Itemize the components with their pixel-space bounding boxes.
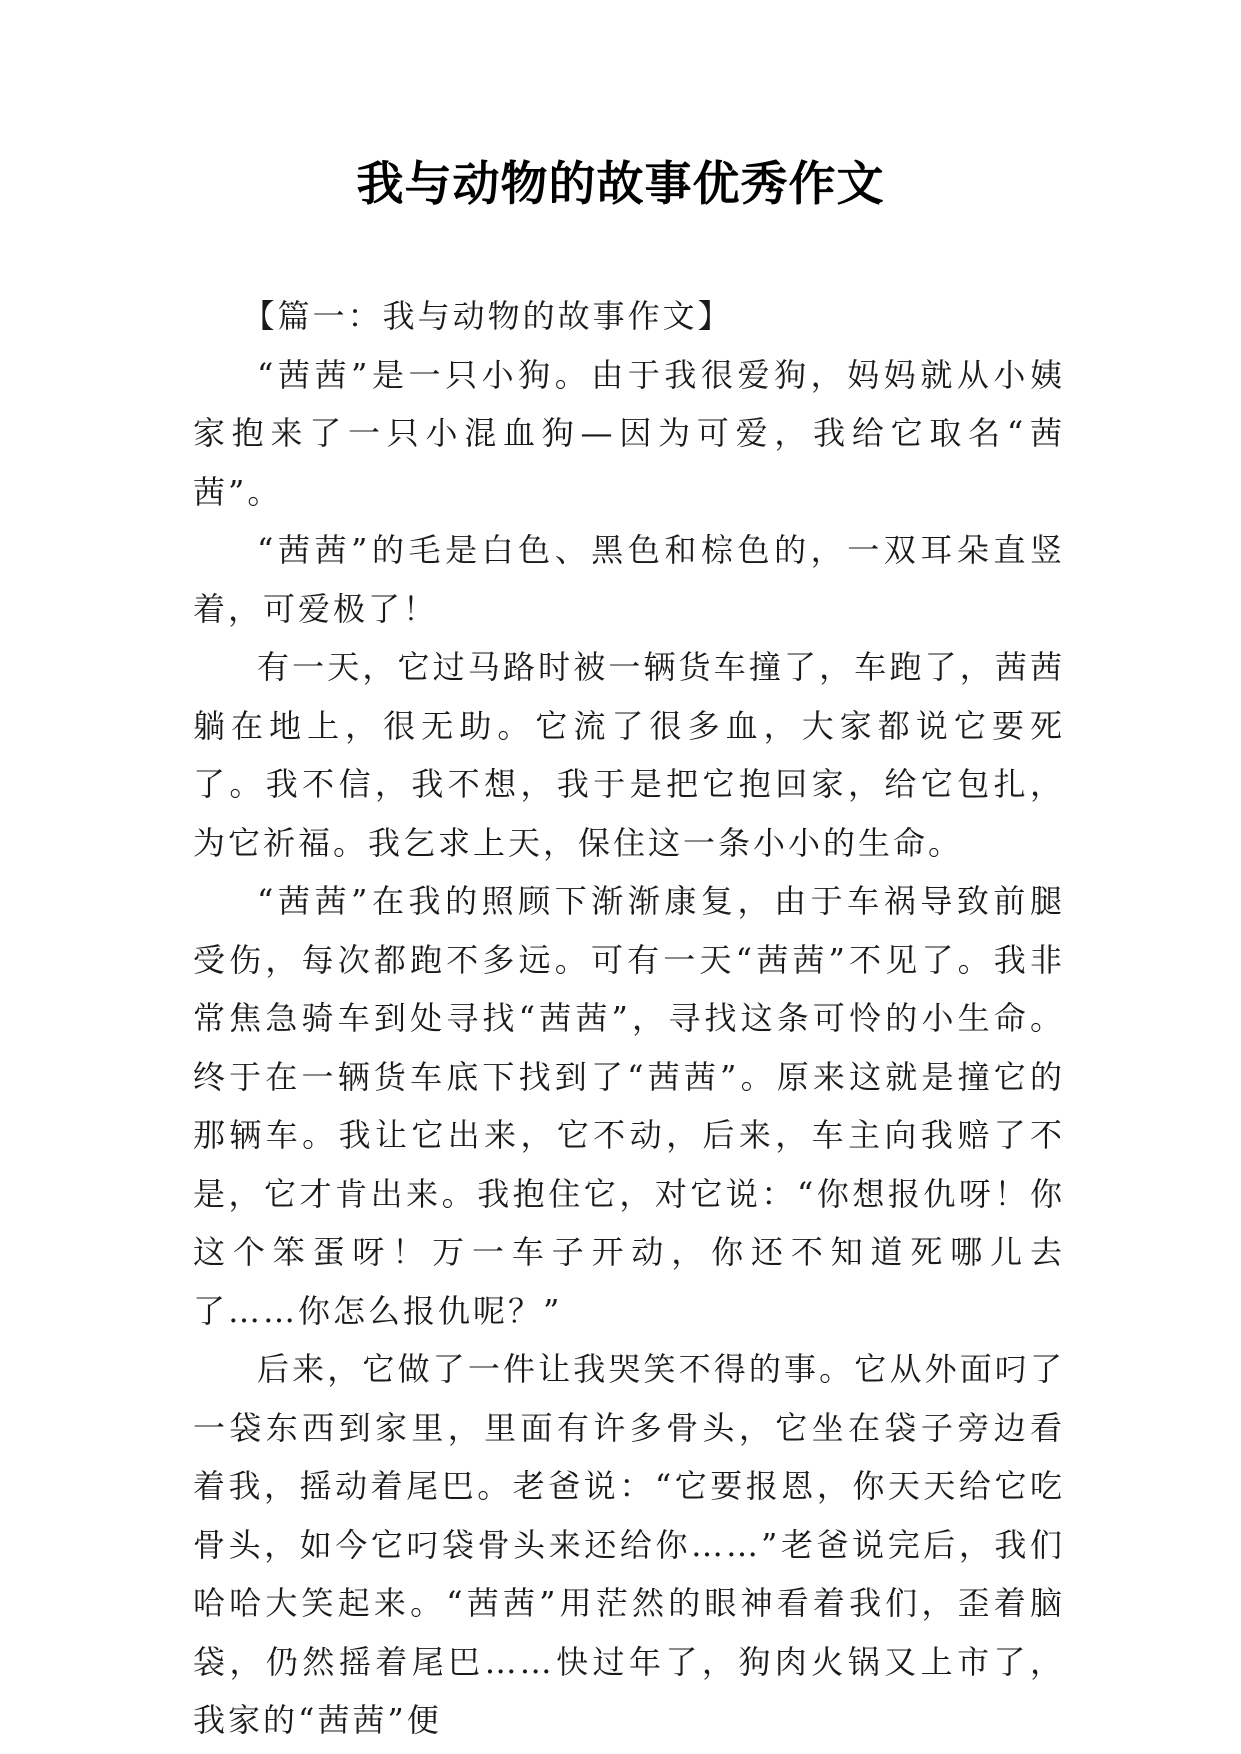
document-title: 我与动物的故事优秀作文 <box>356 157 885 212</box>
section-heading: 【篇一：我与动物的故事作文】 <box>242 297 733 335</box>
paragraph: 后来，它做了一件让我哭笑不得的事。它从外面叼了一袋东西到家里，里面有许多骨头，它坐在袋子旁边看着我，摇动着尾巴。老爸说：“它要报恩，你天天给它吃骨头，如今它叼袋骨头来还给你……”老爸说完后，我们哈哈大笑起来。“茜茜”用茫然的眼神看着我们，歪着脑袋，仍然摇着尾巴……快过年了，狗肉火锅又上市了，我家的“茜茜”便 <box>193 1350 1065 1739</box>
paragraph: “茜茜”是一只小狗。由于我很爱狗，妈妈就从小姨家抱来了一只小混血狗—因为可爱，我给它取名“茜茜”。 <box>193 355 1065 511</box>
document-body <box>193 287 1065 1750</box>
paragraph: “茜茜”在我的照顾下渐渐康复，由于车祸导致前腿受伤，每次都跑不多远。可有一天“茜茜”不见了。我非常焦急骑车到处寻找“茜茜”，寻找这条可怜的小生命。终于在一辆货车底下找到了“茜茜”。原来这就是撞它的那辆车。我让它出来，它不动，后来，车主向我赔了不是，它才肯出来。我抱住它，对它说：“你想报仇呀！你这个笨蛋呀！万一车子开动，你还不知道死哪儿去了……你怎么报仇呢？” <box>193 882 1065 1330</box>
paragraph: 有一天，它过马路时被一辆货车撞了，车跑了，茜茜躺在地上，很无助。它流了很多血，大家都说它要死了。我不信，我不想，我于是把它抱回家，给它包扎，为它祈福。我乞求上天，保住这一条小小的生命。 <box>193 648 1065 862</box>
paragraph: “茜茜”的毛是白色、黑色和棕色的，一双耳朵直竖着，可爱极了！ <box>193 531 1065 628</box>
